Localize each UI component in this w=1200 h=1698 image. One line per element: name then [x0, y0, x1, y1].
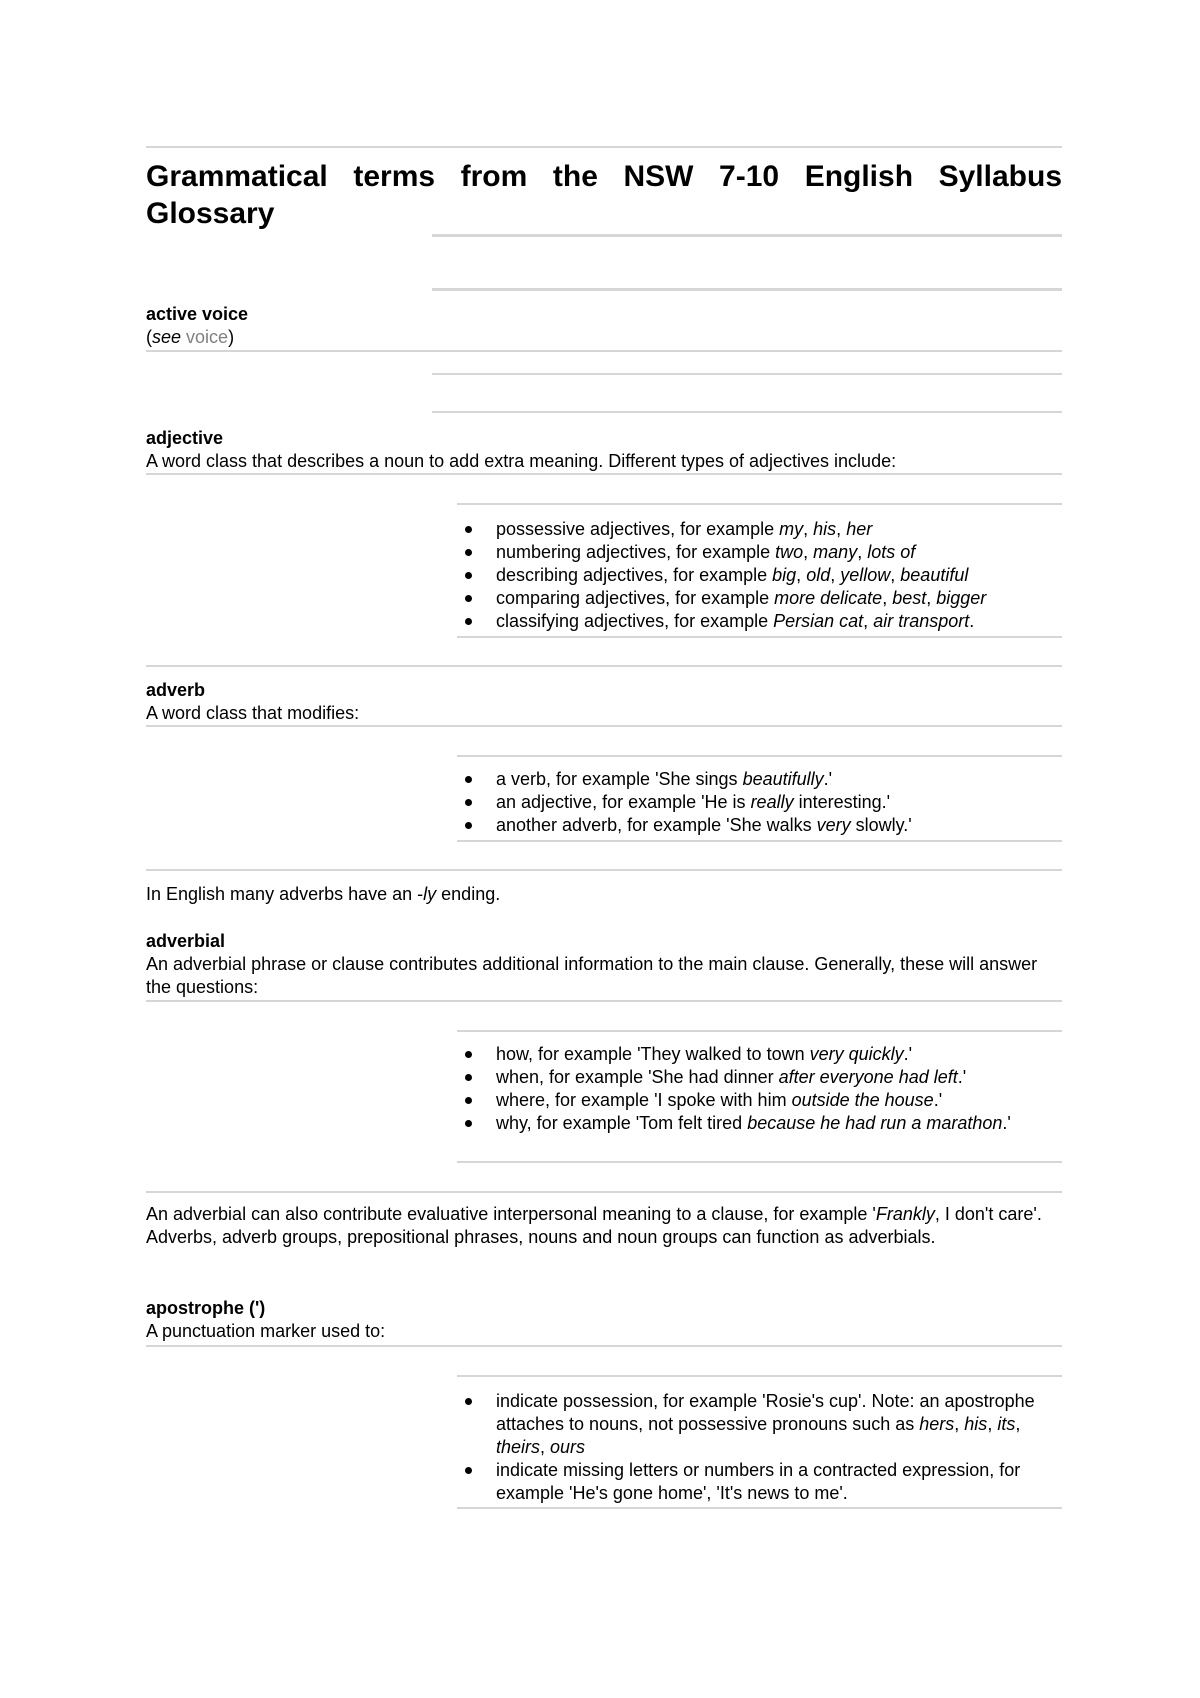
entry-adverbial: [146, 930, 1062, 999]
definition: A word class that describes a noun to add extra meaning. Different types of adjectives include:: [146, 451, 897, 471]
example-text: beautiful: [900, 565, 969, 585]
definition: [146, 326, 1062, 349]
adverbial-note: An adverbial can also contribute evaluative interpersonal meaning to a clause, for example 'Frankly, I don't care'. Adverbs, adverb groups, prepositional phrases, nouns and noun groups can function as adverbials.: [146, 1204, 1042, 1247]
apostrophe-list: [460, 1390, 1062, 1505]
punctuation: interesting.': [793, 792, 891, 812]
example-text: many: [813, 542, 858, 562]
entry-apostrophe: [146, 1297, 1062, 1343]
rule: [146, 665, 1062, 667]
list-item: an adjective, for example 'He is really interesting.': [460, 791, 1062, 814]
punctuation: ,: [882, 588, 893, 608]
rule: [432, 288, 1062, 291]
rule: [432, 234, 1062, 237]
paren-close: ): [228, 327, 235, 347]
punctuation: ,: [926, 588, 937, 608]
entry-active-voice: [146, 303, 1062, 349]
page-title: Grammatical terms from the NSW 7-10 English Syllabus Glossary: [146, 160, 1062, 230]
punctuation: .': [957, 1067, 967, 1087]
punctuation: .': [903, 1044, 913, 1064]
rule: [146, 1000, 1062, 1002]
term-heading: adjective: [146, 428, 224, 448]
rule: [457, 1161, 1062, 1163]
example-text: outside the house: [791, 1090, 934, 1110]
rule: [146, 869, 1062, 871]
paren-open: (: [146, 327, 152, 347]
punctuation: ,: [863, 611, 874, 631]
example-text: because he had run a marathon: [747, 1113, 1003, 1133]
see-label: see: [152, 327, 182, 347]
example-text: her: [846, 519, 873, 539]
punctuation: ,: [836, 519, 847, 539]
rule: [432, 373, 1062, 375]
rule: [146, 350, 1062, 352]
rule: [457, 755, 1062, 757]
example-text: its: [997, 1414, 1016, 1434]
example-text: best: [892, 588, 927, 608]
rule: [146, 1345, 1062, 1347]
entry-adverb: [146, 679, 1062, 725]
punctuation: ,: [830, 565, 841, 585]
rule: [457, 1030, 1062, 1032]
list-item: how, for example 'They walked to town very quickly.': [460, 1043, 1020, 1066]
punctuation: ,: [987, 1414, 998, 1434]
example-text: theirs: [496, 1437, 541, 1457]
rule: [432, 411, 1062, 413]
list-item: when, for example 'She had dinner after everyone had left.': [460, 1066, 1020, 1089]
punctuation: ,: [890, 565, 901, 585]
punctuation: .: [969, 611, 975, 631]
example-text: lots of: [867, 542, 916, 562]
cross-reference-link[interactable]: voice: [186, 327, 229, 347]
term-heading: active voice: [146, 304, 249, 324]
rule: [146, 146, 1062, 148]
punctuation: .': [823, 769, 833, 789]
list-item: numbering adjectives, for example two, many, lots of: [460, 541, 1062, 564]
list-item: indicate possession, for example 'Rosie's cup'. Note: an apostrophe attaches to nouns, not possessive pronouns such as hers, his, its, theirs, ours: [460, 1390, 1062, 1459]
punctuation: slowly.': [850, 815, 912, 835]
rule: [146, 1191, 1062, 1193]
example-text: ours: [550, 1437, 586, 1457]
example-text: big: [772, 565, 797, 585]
entry-adjective: [146, 427, 1062, 473]
example-text: his: [964, 1414, 988, 1434]
list-item: possessive adjectives, for example my, his, her: [460, 518, 1062, 541]
example-text: very: [816, 815, 851, 835]
rule: [457, 636, 1062, 638]
adjective-list: [460, 518, 1062, 633]
rule: [457, 503, 1062, 505]
example-text: after everyone had left: [778, 1067, 958, 1087]
example-text: his: [813, 519, 837, 539]
adverb-list: [460, 768, 1062, 837]
example-text: yellow: [840, 565, 891, 585]
example-text: old: [806, 565, 831, 585]
list-item: a verb, for example 'She sings beautifully.': [460, 768, 1062, 791]
example-text: really: [750, 792, 794, 812]
list-item: why, for example 'Tom felt tired because he had run a marathon.': [460, 1112, 1020, 1135]
definition: A punctuation marker used to:: [146, 1321, 386, 1341]
rule: [457, 840, 1062, 842]
example-text: Persian cat: [773, 611, 864, 631]
rule: [457, 1375, 1062, 1377]
punctuation: ,: [1015, 1414, 1021, 1434]
term-heading: adverb: [146, 680, 206, 700]
rule: [146, 473, 1062, 475]
definition: A word class that modifies:: [146, 703, 360, 723]
definition: An adverbial phrase or clause contributes additional information to the main clause. Generally, these will answer the questions:: [146, 954, 1038, 997]
list-item: describing adjectives, for example big, old, yellow, beautiful: [460, 564, 1062, 587]
example-text: my: [779, 519, 804, 539]
example-text: beautifully: [742, 769, 824, 789]
punctuation: ,: [796, 565, 807, 585]
punctuation: ,: [803, 542, 814, 562]
example-text: air transport: [873, 611, 970, 631]
list-item: where, for example 'I spoke with him outside the house.': [460, 1089, 1020, 1112]
example-text: more delicate: [774, 588, 883, 608]
adverbial-list: [460, 1043, 1020, 1135]
list-item: another adverb, for example 'She walks very slowly.': [460, 814, 1062, 837]
list-item: classifying adjectives, for example Persian cat, air transport.: [460, 610, 1062, 633]
example-text: bigger: [936, 588, 987, 608]
example-text: two: [775, 542, 804, 562]
term-heading: apostrophe ('): [146, 1298, 266, 1318]
punctuation: .': [1002, 1113, 1011, 1133]
example-text: very quickly: [809, 1044, 904, 1064]
list-item: comparing adjectives, for example more delicate, best, bigger: [460, 587, 1062, 610]
punctuation: ,: [857, 542, 868, 562]
term-heading: adverbial: [146, 931, 226, 951]
punctuation: .': [933, 1090, 943, 1110]
rule: [457, 1507, 1062, 1509]
punctuation: ,: [954, 1414, 965, 1434]
punctuation: ,: [803, 519, 814, 539]
list-item: indicate missing letters or numbers in a contracted expression, for example 'He's gone home', 'It's news to me'.: [460, 1459, 1062, 1505]
example-text: hers: [919, 1414, 955, 1434]
punctuation: ,: [540, 1437, 551, 1457]
rule: [146, 725, 1062, 727]
adverb-note: In English many adverbs have an -ly ending.: [146, 884, 501, 904]
